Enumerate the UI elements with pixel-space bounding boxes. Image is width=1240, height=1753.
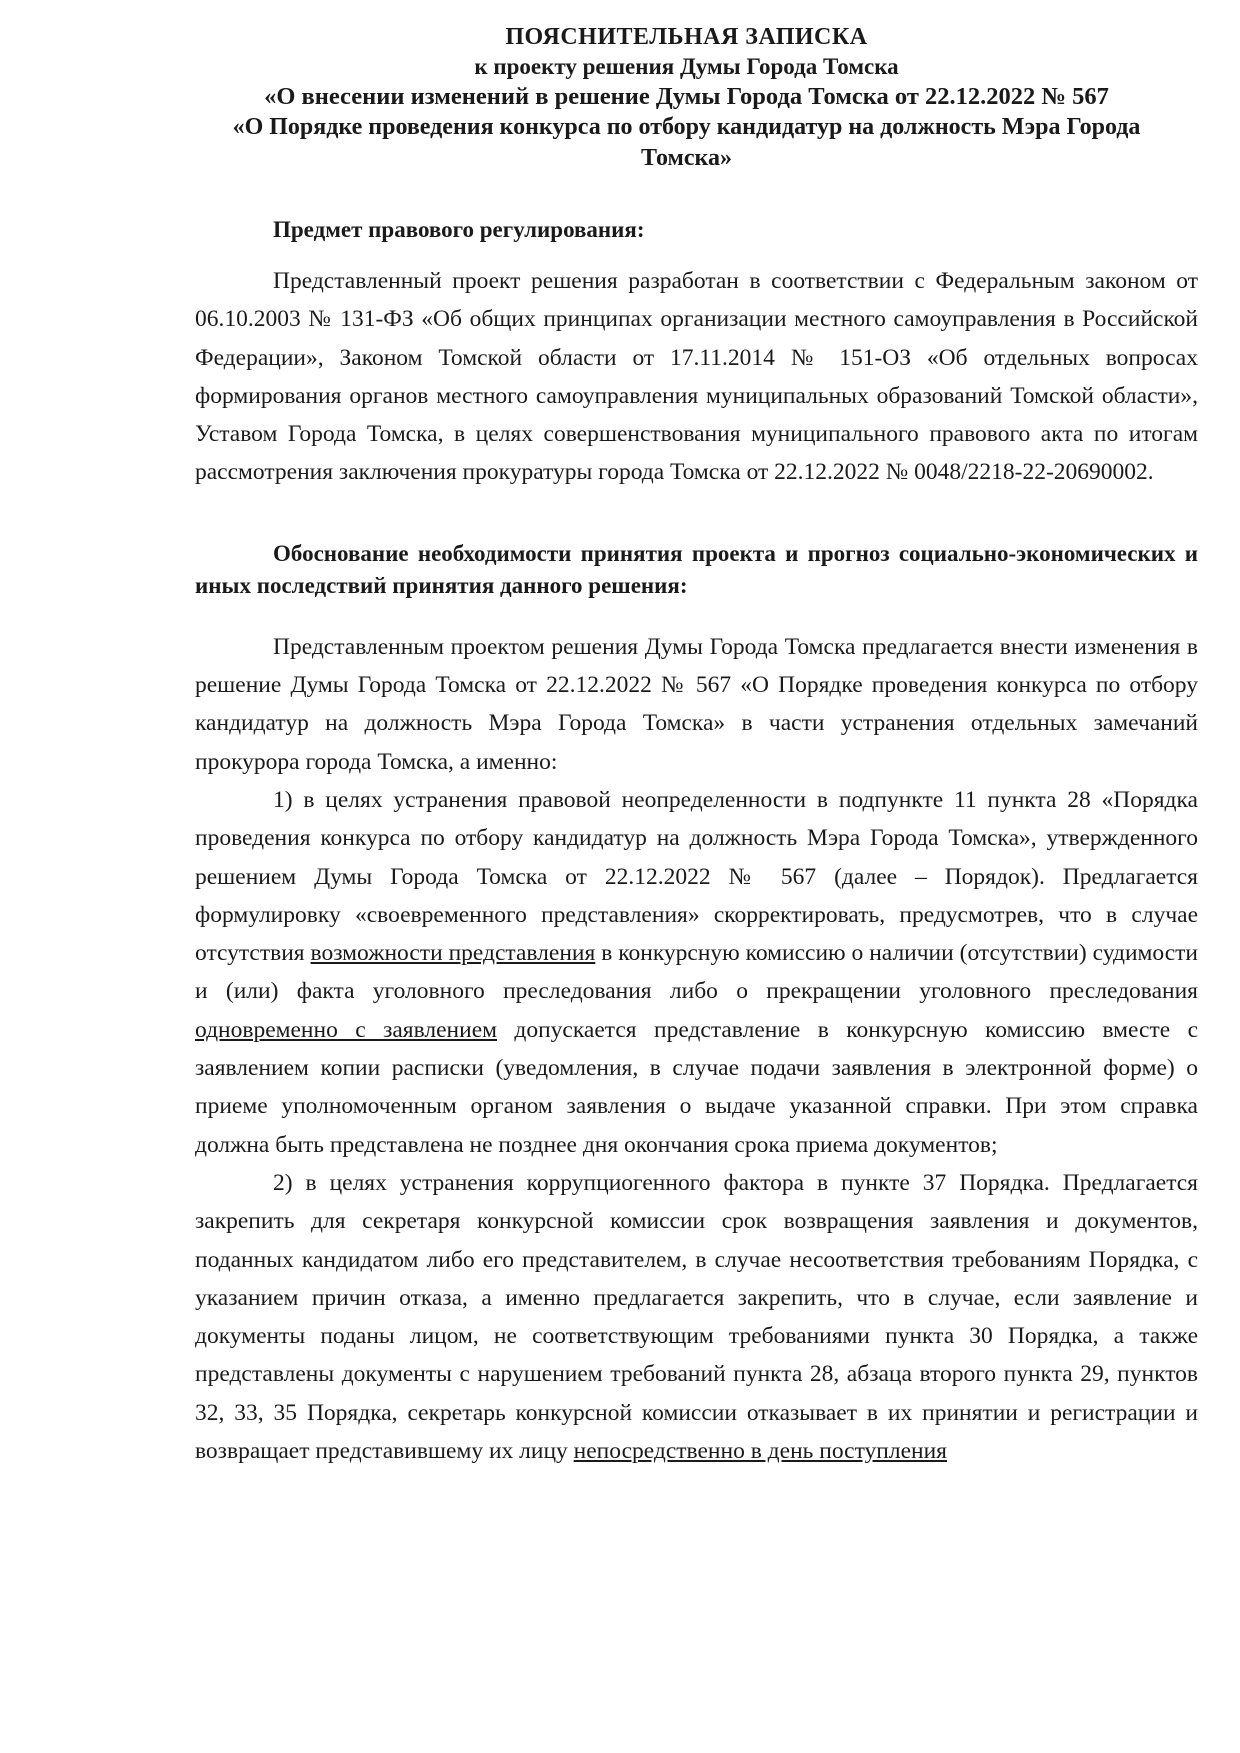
document-heading-line: «О Порядке проведения конкурса по отбору кандидатур на должность Мэра Города Томска» [232,114,1141,171]
section-title: Обоснование необходимости принятия проекта и прогноз социально-экономических и иных последствий принятия данного решения: [195,540,1198,598]
document-title: ПОЯСНИТЕЛЬНАЯ ЗАПИСКА [505,24,868,50]
document-header [175,22,1198,174]
document-heading-line: «О внесении изменений в решение Думы Города Томска от 22.12.2022 № 567 [264,83,1109,110]
list-item [195,1164,1198,1470]
underlined-text: одновременно с заявлением [195,1016,497,1043]
underlined-text: возможности представления [310,940,596,967]
underlined-text: непосредственно в день поступления [573,1438,947,1465]
text-run: допускается представление в конкурсную комиссию вместе с заявлением копии расписки (уведомления, в случае подачи заявления в электронной форме) о приеме уполномоченным органом заявления о выдаче указанной справки. При этом справка должна быть представлена не позднее дня окончания срока приема документов; [195,1016,1199,1158]
list-item [195,781,1198,1164]
document-subtitle: к проекту решения Думы Города Томска [474,54,899,79]
text-run: 2) в целях устранения коррупциогенного фактора в пункте 37 Порядка. Предлагается закрепить для секретаря конкурсной комиссии срок возвращения заявления и документов, поданных кандидатом либо его представителем, в случае несоответствия требованиям Порядка, с указанием причин отказа, а именно предлагается закрепить, что в случае, если заявление и документы поданы лицом, не соответствующим требованиями пункта 30 Порядка, а также представлены документы с нарушением требований пункта 28, абзаца второго пункта 29, пунктов 32, 33, 35 Порядка, секретарь конкурсной комиссии отказывает в их принятии и регистрации и возвращает представившему их лицу [195,1169,1198,1465]
paragraph: Представленным проектом решения Думы Города Томска предлагается внести изменения в решение Думы Города Томска от 22.12.2022 № 567 «О Порядке проведения конкурса по отбору кандидатур на должность Мэра Города Томска» в части устранения отдельных замечаний прокурора города Томска, а именно: [195,633,1198,775]
section-title: Предмет правового регулирования: [273,217,645,242]
text-run: в конкурсную комиссию о наличии (отсутствии) судимости и (или) факта уголовного преследования либо о прекращении уголовного преследования [195,940,1199,1005]
text-run: 1) в целях устранения правовой неопределенности в подпункте 11 пункта 28 «Порядка проведения конкурса по отбору кандидатур на должность Мэра Города Томска», утвержденного решением Думы Города Томска от 22.12.2022 № 567 (далее – Порядок). Предлагается формулировку «своевременного представления» скорректировать, предусмотрев, что в случае отсутствия [195,786,1198,967]
paragraph: Представленный проект решения разработан в соответствии с Федеральным законом от 06.10.2003 № 131-ФЗ «Об общих принципах организации местного самоуправления в Российской Федерации», Законом Томской области от 17.11.2014 № 151-ОЗ «Об отдельных вопросах формирования органов местного самоуправления муниципальных образований Томской области», Уставом Города Томска, в целях совершенствования муниципального правового акта по итогам рассмотрения заключения прокуратуры города Томска от 22.12.2022 № 0048/2218-22-20690002. [195,268,1198,486]
